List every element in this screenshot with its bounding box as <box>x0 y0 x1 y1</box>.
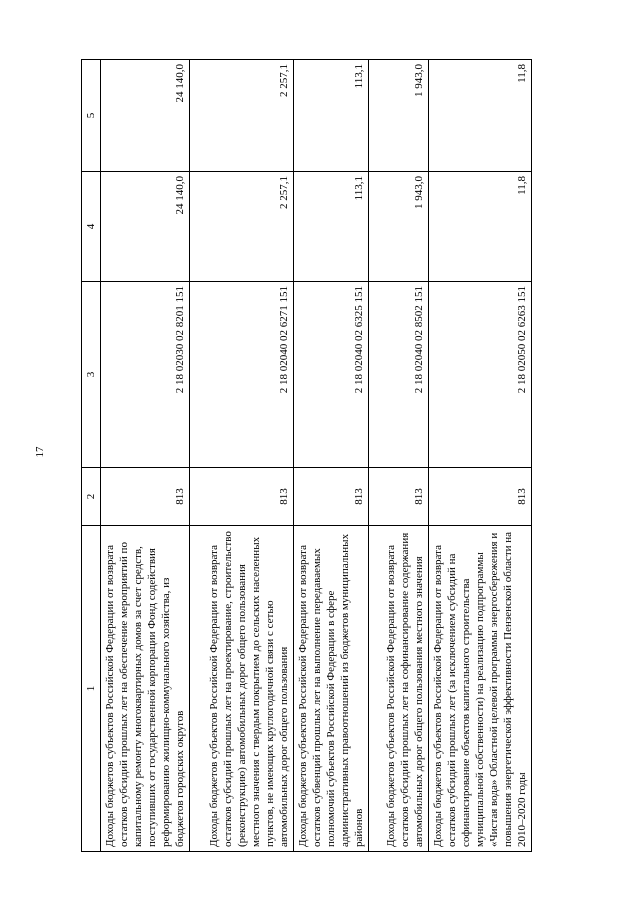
row-budget-code: 2 18 02040 02 6271 151 <box>190 282 294 468</box>
row-admin-code: 813 <box>369 468 429 526</box>
header-cell: 2 <box>82 468 101 526</box>
row-value-col5: 1 943,0 <box>369 60 429 172</box>
row-value-col4: 113,1 <box>294 172 369 282</box>
row-description: Доходы бюджетов субъектов Российской Федерации от возврата остатков субвенций прошлых лет на выполнение передаваемых полномочий субъектов Российской Федерации в сфере административных правоотношений из бюджетов муниципальных районов <box>294 526 369 852</box>
row-value-col4: 1 943,0 <box>369 172 429 282</box>
table-row <box>190 60 294 852</box>
row-description: Доходы бюджетов субъектов Российской Федерации от возврата остатков субсидий прошлых лет на проектирование, строительство (реконструкцию) автомобильных дорог общего пользования местного значения с твердым покрытием до сельских населенных пунктов, не имеющих круглогодичной связи с сетью автомобильных дорог общего пользования <box>190 526 294 852</box>
row-budget-code: 2 18 02050 02 6263 151 <box>429 282 532 468</box>
row-description: Доходы бюджетов субъектов Российской Федерации от возврата остатков субсидий прошлых лет на обеспечение мероприятий по капитальному ремонту многоквартирных домов за счет средств, поступивших от государственной корпорации Фонд содействия реформированию жилищно-коммунального хозяйства, из бюджетов городских округов <box>101 526 190 852</box>
row-value-col5: 113,1 <box>294 60 369 172</box>
row-value-col5: 11,8 <box>429 60 532 172</box>
row-budget-code: 2 18 02040 02 8502 151 <box>369 282 429 468</box>
table-row <box>369 60 429 852</box>
row-admin-code: 813 <box>429 468 532 526</box>
table-row <box>101 60 190 852</box>
header-cell: 4 <box>82 172 101 282</box>
row-admin-code: 813 <box>190 468 294 526</box>
header-cell: 5 <box>82 60 101 172</box>
row-description: Доходы бюджетов субъектов Российской Федерации от возврата остатков субсидий прошлых лет (за исключением субсидий на софинансирование объектов капитального строительства муниципальной собственности) на реализацию подпрограммы «Чистая вода» Областной целевой программы энергосбережения и повышения энергетической эффективности Пензенской области на 2010–2020 годы <box>429 526 532 852</box>
row-value-col5: 24 140,0 <box>101 60 190 172</box>
row-value-col4: 24 140,0 <box>101 172 190 282</box>
rotated-table-wrapper <box>81 60 528 852</box>
row-value-col4: 11,8 <box>429 172 532 282</box>
revenue-table <box>81 59 532 852</box>
header-cell: 3 <box>82 282 101 468</box>
row-value-col4: 2 257,1 <box>190 172 294 282</box>
row-description: Доходы бюджетов субъектов Российской Федерации от возврата остатков субсидий прошлых лет на софинансирование содержания автомобильных дорог общего пользования местного значения <box>369 526 429 852</box>
page-number: 17 <box>34 446 46 458</box>
row-budget-code: 2 18 02030 02 8201 151 <box>101 282 190 468</box>
table-row <box>294 60 369 852</box>
table-header-row <box>82 60 101 852</box>
table-row <box>429 60 532 852</box>
header-cell: 1 <box>82 526 101 852</box>
row-budget-code: 2 18 02040 02 6325 151 <box>294 282 369 468</box>
row-admin-code: 813 <box>101 468 190 526</box>
row-value-col5: 2 257,1 <box>190 60 294 172</box>
row-admin-code: 813 <box>294 468 369 526</box>
